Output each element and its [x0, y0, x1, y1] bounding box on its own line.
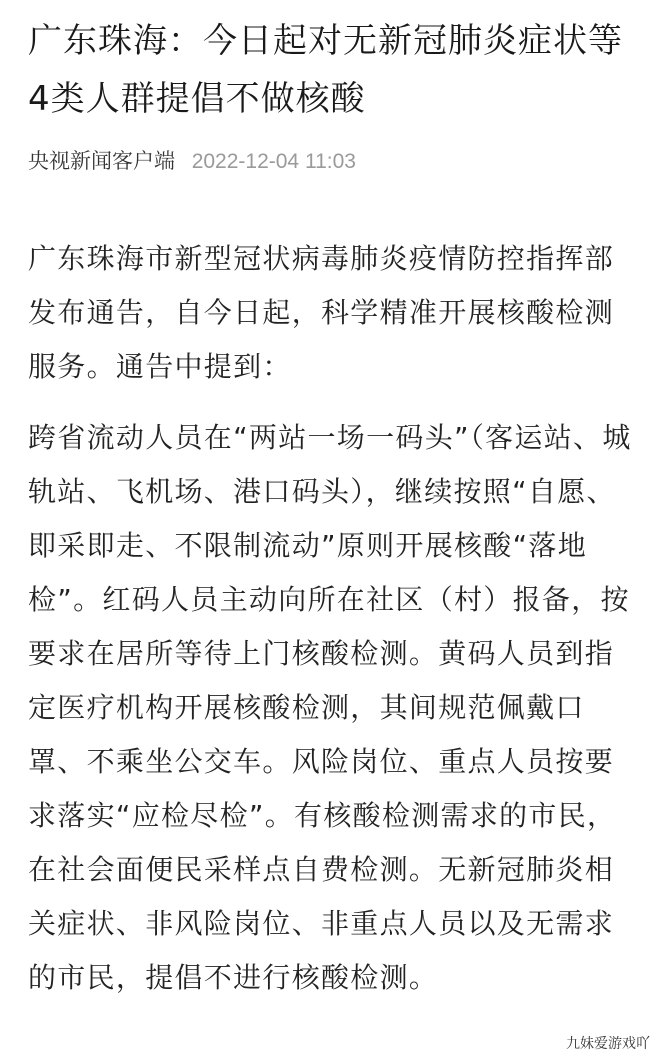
article-meta — [28, 146, 632, 177]
article-timestamp: 2022-12-04 11:03 — [191, 150, 356, 173]
article-source[interactable]: 央视新闻客户端 — [28, 149, 175, 173]
article-title: 广东珠海：今日起对无新冠肺炎症状等4类人群提倡不做核酸 — [28, 21, 623, 119]
article-paragraph: 跨省流动人员在“两站一场一码头”（客运站、城轨站、飞机场、港口码头），继续按照“自愿、即采即走、不限制流动”原则开展核酸“落地检”。红码人员主动向所在社区（村）报备，按要求在居所等待上门核酸检测。黄码人员到指定医疗机构开展核酸检测，其间规范佩戴口罩、不乘坐公交车。风险岗位、重点人员按要求落实“应检尽检”。有核酸检测需求的市民，在社会面便民采样点自费检测。无新冠肺炎相关症状、非风险岗位、非重点人员以及无需求的市民，提倡不进行核酸检测。 — [28, 421, 632, 994]
watermark: 九妹爱游戏吖 — [566, 1036, 650, 1052]
article-paragraph: 广东珠海市新型冠状病毒肺炎疫情防控指挥部发布通告，自今日起，科学精准开展核酸检测服务。通告中提到： — [28, 242, 615, 383]
